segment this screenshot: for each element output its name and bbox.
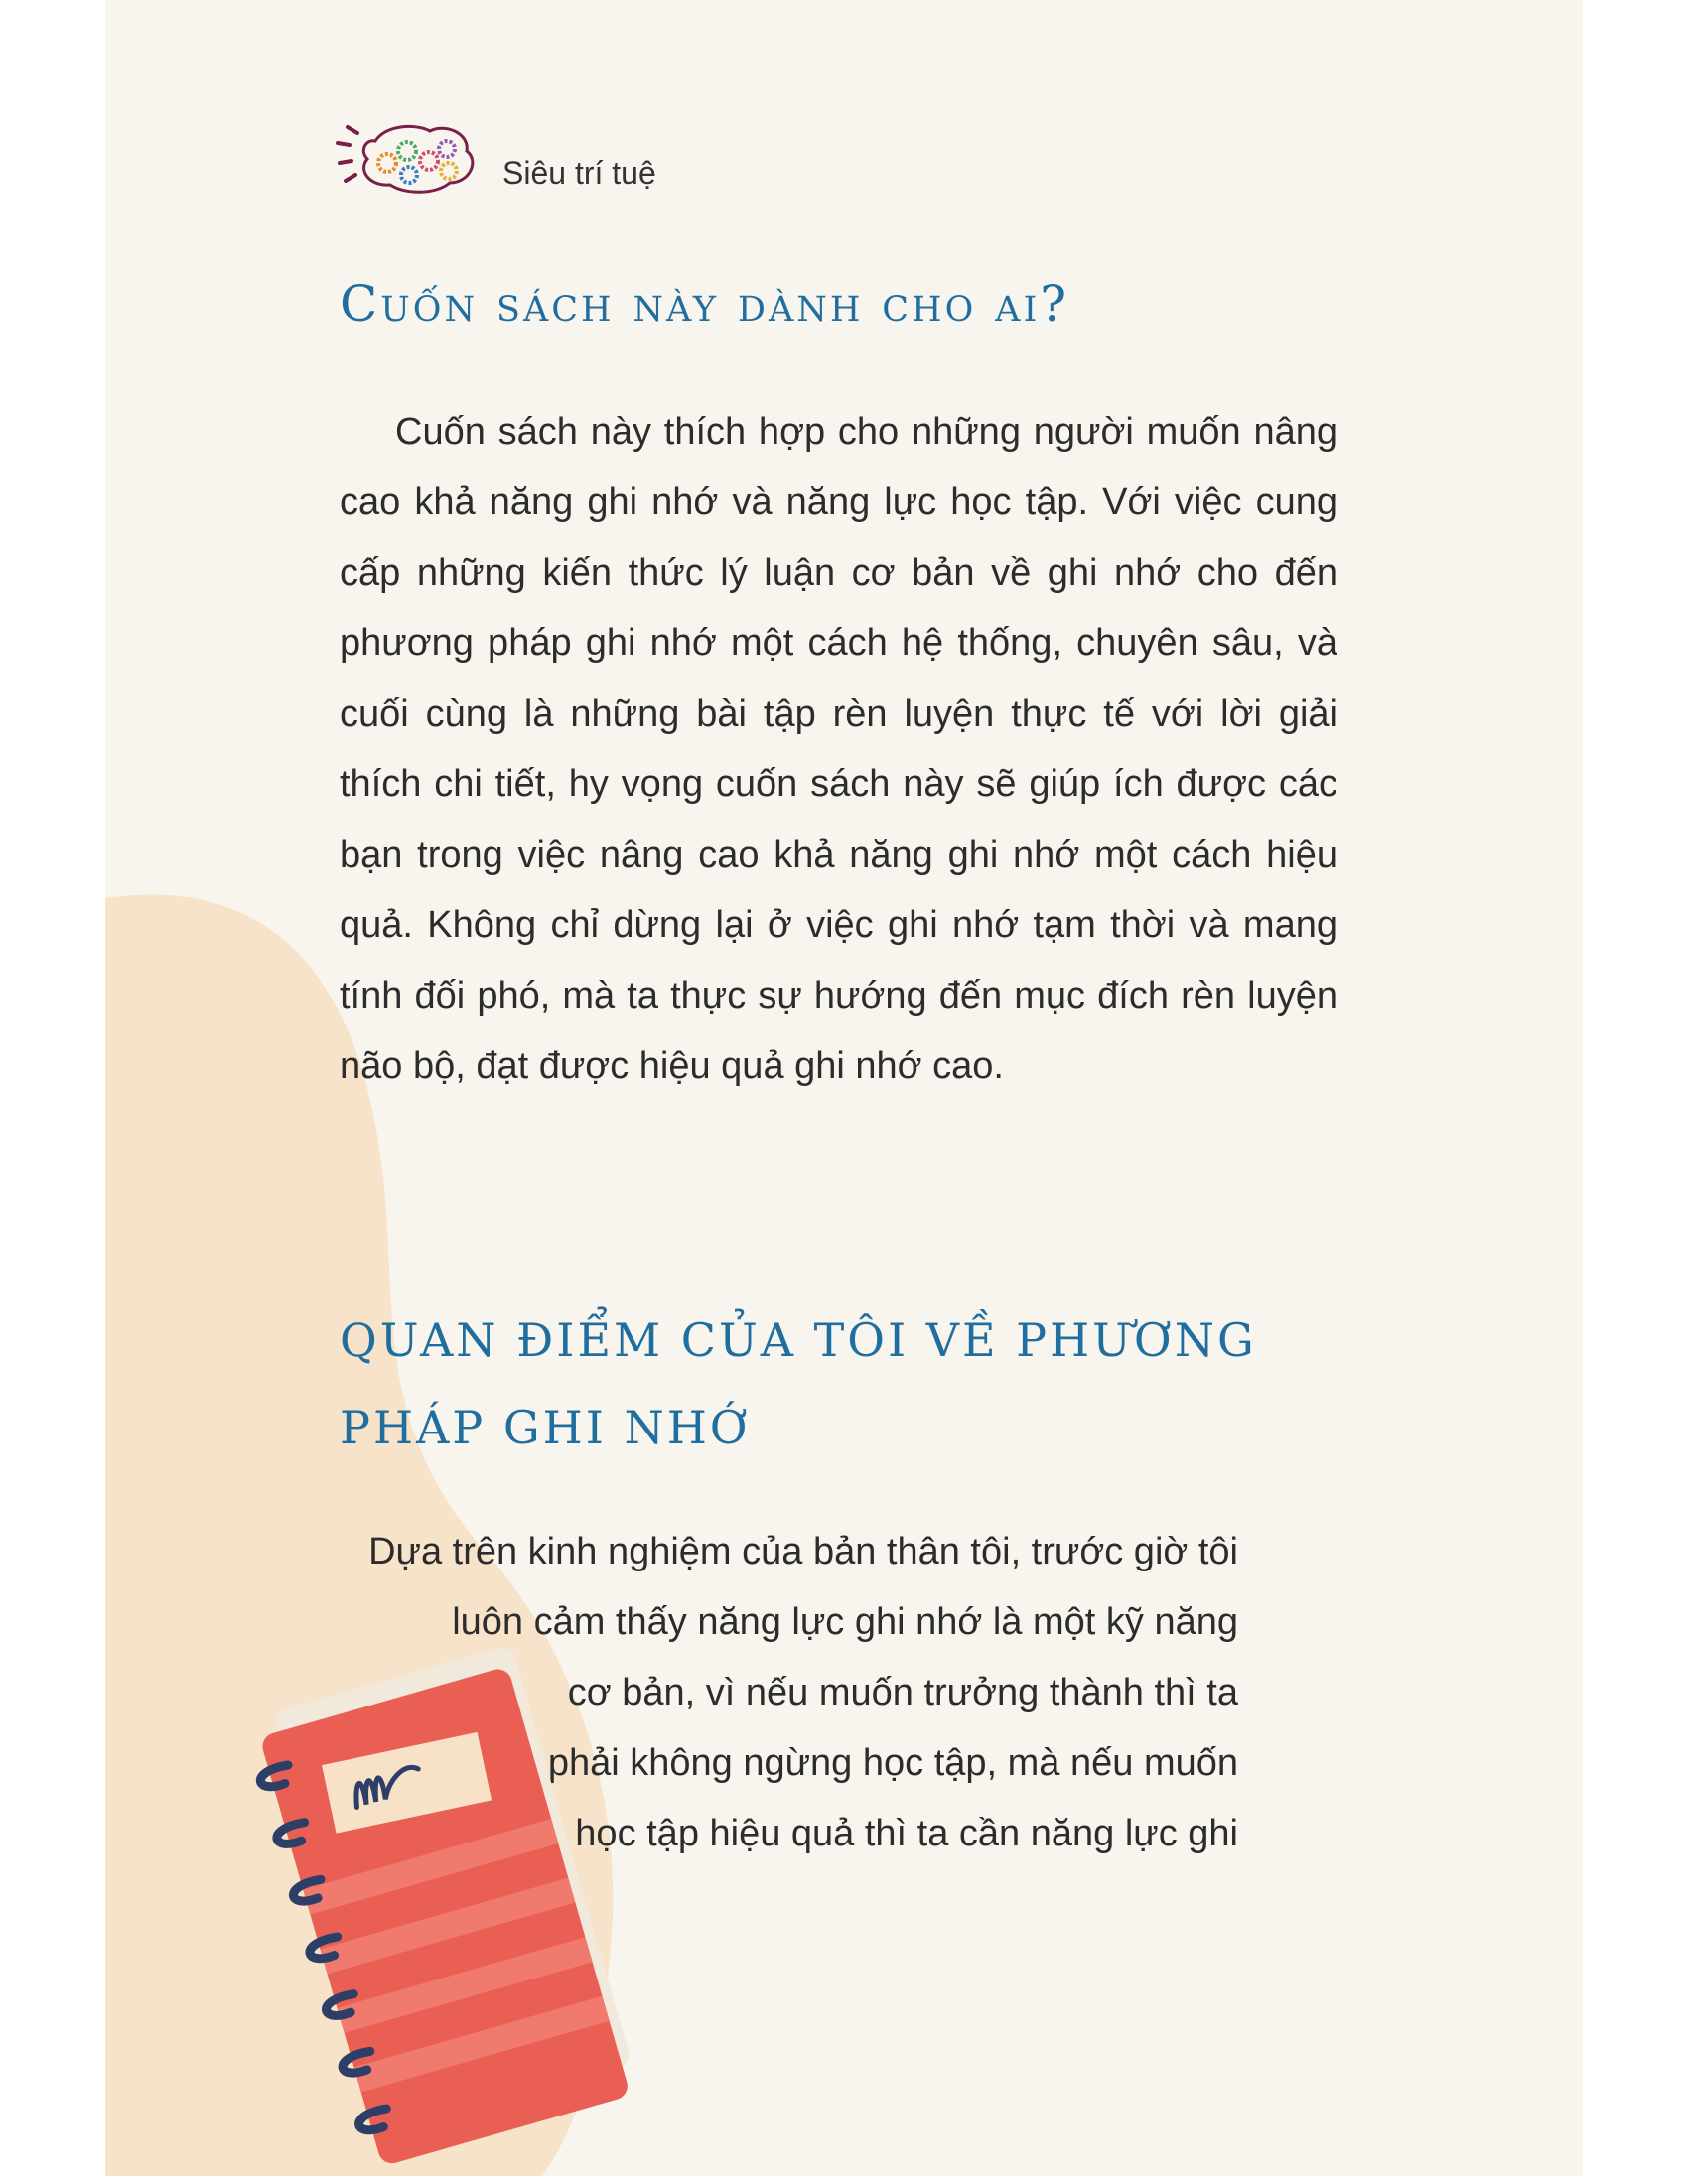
- paragraph-line: phải không ngừng học tập, mà nếu muốn: [547, 1742, 1238, 1784]
- section-paragraph-1: Cuốn sách này thích hợp cho những người muốn nâng cao khả năng ghi nhớ và năng lực học tập. Với việc cung cấp những kiến thức lý luận cơ bản về ghi nhớ cho đến phương pháp ghi nhớ một cách hệ thống, chuyên sâu, và cuối cùng là những bài tập rèn luyện thực tế với lời giải thích chi tiết, hy vọng cuốn sách này sẽ giúp ích được các bạn trong việc nâng cao khả năng ghi nhớ một cách hiệu quả. Không chỉ dừng lại ở việc ghi nhớ tạm thời và mang tính đối phó, mà ta thực sự hướng đến mục đích rèn luyện não bộ, đạt được hiệu quả ghi nhớ cao.: [340, 411, 1337, 1087]
- paragraph-line: luôn cảm thấy năng lực ghi nhớ là một kỹ năng: [452, 1601, 1238, 1643]
- section-heading-1: Cuốn sách này dành cho ai?: [340, 275, 1070, 333]
- paragraph-line: cơ bản, vì nếu muốn trưởng thành thì ta: [567, 1672, 1238, 1713]
- brain-gears-icon: [336, 121, 485, 201]
- paragraph-line: học tập hiệu quả thì ta cần năng lực ghi: [575, 1813, 1238, 1854]
- paragraph-line: Dựa trên kinh nghiệm của bản thân tôi, trước giờ tôi: [368, 1531, 1238, 1572]
- notebook-icon: [214, 1648, 711, 2164]
- section-heading-2: QUAN ĐIỂM CỦA TÔI VỀ PHƯƠNG PHÁP GHI NHỚ: [340, 1313, 1257, 1454]
- book-page: [105, 0, 1583, 2176]
- running-header: Siêu trí tuệ: [502, 155, 656, 191]
